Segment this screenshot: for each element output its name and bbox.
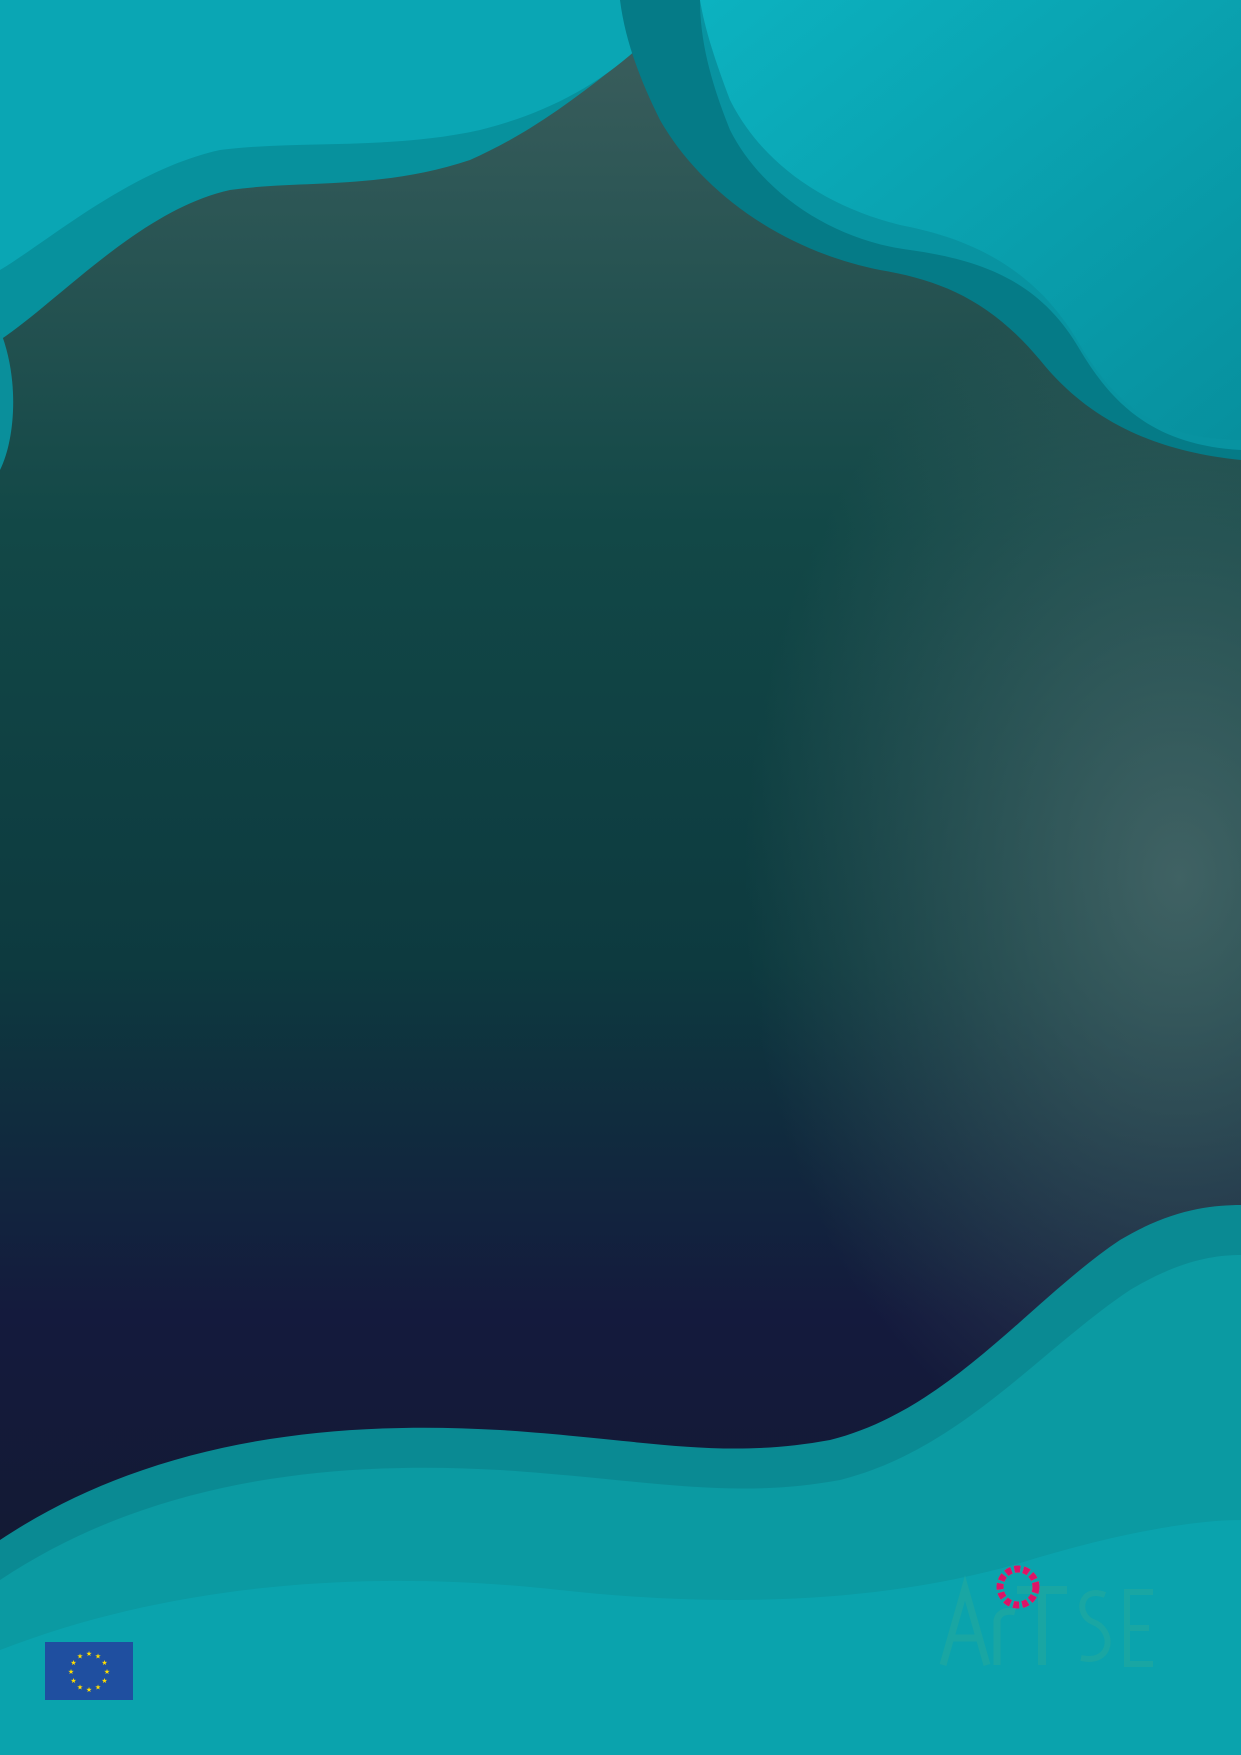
svg-text:★: ★ [94, 1652, 102, 1661]
eu-flag-icon [45, 1642, 133, 1700]
svg-text:★: ★ [101, 1659, 108, 1667]
svg-text:★: ★ [94, 1683, 102, 1692]
svg-text:★: ★ [85, 1650, 93, 1658]
svg-text:★: ★ [67, 1668, 75, 1676]
artse-logo [935, 1560, 1165, 1710]
svg-text:★: ★ [76, 1652, 84, 1661]
svg-text:★: ★ [103, 1668, 111, 1676]
svg-text:★: ★ [101, 1677, 108, 1685]
svg-text:★: ★ [76, 1683, 84, 1692]
svg-text:★: ★ [85, 1686, 93, 1694]
svg-text:★: ★ [70, 1659, 77, 1667]
svg-text:★: ★ [70, 1677, 77, 1685]
